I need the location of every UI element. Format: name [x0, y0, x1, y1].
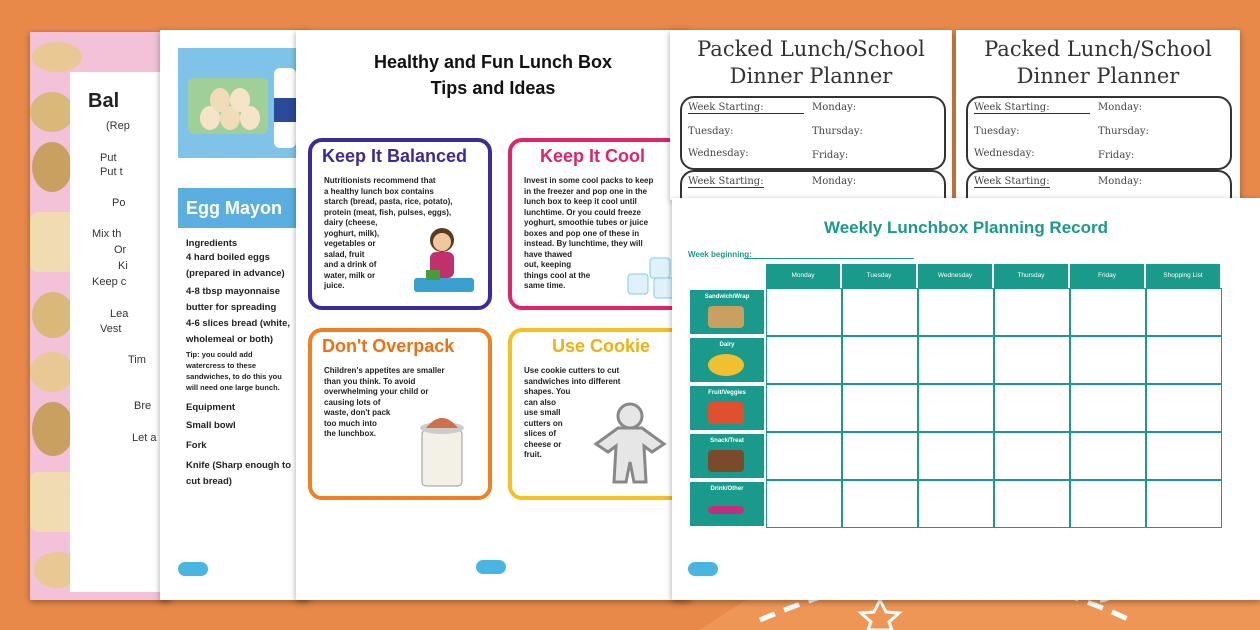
wednesday-field: Wednesday:: [688, 148, 749, 159]
grid-cell[interactable]: [1070, 288, 1146, 336]
grid-cell[interactable]: [1146, 480, 1222, 528]
publisher-logo: [688, 562, 718, 576]
day-header: Wednesday: [918, 264, 992, 288]
grid-cell[interactable]: [842, 480, 918, 528]
grid-cell[interactable]: [918, 432, 994, 480]
planner-sheet-1: [670, 30, 952, 200]
grid-cell[interactable]: [918, 480, 994, 528]
recipe-line: Or: [114, 244, 127, 256]
thursday-field: Thursday:: [1098, 126, 1149, 137]
recipe-line: Po: [112, 197, 126, 209]
row-label-sandwich: Sandwich/Wrap: [690, 290, 764, 334]
grid-cell[interactable]: [994, 336, 1070, 384]
recipe-line: Let a: [132, 432, 157, 444]
monday-field: Monday:: [812, 102, 857, 113]
wednesday-field: Wednesday:: [974, 148, 1035, 159]
week-starting-field: Week Starting:: [688, 176, 764, 187]
recipe-line: Lea: [110, 308, 129, 320]
recipe-line: (Rep: [106, 120, 130, 132]
grid-cell[interactable]: [1070, 432, 1146, 480]
tip-body: Children's appetites are smaller than you think. To avoid overwhelming your child or causing lots of waste, don't pack too much into the lunchbox.: [324, 366, 445, 438]
snack-icon: [708, 450, 744, 472]
equipment-heading: Equipment: [186, 402, 236, 413]
recipe-line: Ki: [118, 260, 128, 272]
ingredient-line: 4 hard boiled eggs: [186, 252, 270, 263]
recipe-line: Put t: [100, 166, 123, 178]
sandwich-icon: [708, 306, 744, 328]
egg-mayo-sheet: [160, 30, 310, 600]
equipment-line: Fork: [186, 440, 207, 451]
grid-cell[interactable]: [842, 288, 918, 336]
tips-sheet: [296, 30, 690, 600]
ingredient-line: 4-6 slices bread (white,: [186, 318, 291, 329]
tip-body: Nutritionists recommend that a healthy lunch box contains starch (bread, pasta, rice, potato), protein (meat, fish, pulses, eggs), dairy (cheese, yoghurt, milk), vegetables or salad, fruit and a drink of water, milk or juice.: [324, 176, 453, 290]
week-beginning-line: [744, 258, 914, 259]
tip-body: Use cookie cutters to cut sandwiches into different shapes. You can also use small cutters on slices of cheese or fruit.: [524, 366, 621, 459]
ingredient-line: butter for spreading: [186, 302, 277, 313]
day-header: Tuesday: [842, 264, 916, 288]
egg-mayo-banner: Egg Mayon: [178, 188, 310, 228]
week-beginning-label: Week beginning:: [688, 250, 752, 259]
grid-cell[interactable]: [994, 480, 1070, 528]
grid-cell[interactable]: [1146, 384, 1222, 432]
tip-card-use-cookie: [508, 328, 690, 500]
tuesday-field: Tuesday:: [974, 126, 1020, 137]
day-header: Shopping List: [1146, 264, 1220, 288]
publisher-logo: [476, 560, 506, 574]
bread-image: [30, 92, 74, 132]
grid-cell[interactable]: [1146, 288, 1222, 336]
tip-line: Tip: you could add: [186, 350, 253, 359]
planner-title: Packed Lunch/School Dinner Planner: [984, 37, 1212, 88]
tip-title: Use Cookie: [552, 336, 651, 356]
ingredient-line: wholemeal or both): [186, 334, 274, 345]
day-header: Thursday: [994, 264, 1068, 288]
egg-box-photo: [178, 48, 298, 158]
grid-cell[interactable]: [994, 384, 1070, 432]
weekly-record-title: Weekly Lunchbox Planning Record: [823, 218, 1108, 237]
weekly-record-sheet: [672, 198, 1260, 600]
tuesday-field: Tuesday:: [688, 126, 734, 137]
tips-title-line1: Healthy and Fun Lunch Box: [373, 52, 612, 72]
tip-card-dont-overpack: [308, 328, 492, 500]
equipment-line: cut bread): [186, 476, 232, 487]
planner-title: Packed Lunch/School Dinner Planner: [697, 37, 925, 88]
equipment-line: Knife (Sharp enough to: [186, 460, 292, 471]
bin-illustration: [412, 406, 472, 490]
recipe-title: Bal: [88, 90, 120, 112]
bread-image: [32, 402, 74, 456]
monday-field: Monday:: [812, 176, 857, 187]
monday-field: Monday:: [1098, 102, 1143, 113]
friday-field: Friday:: [812, 150, 849, 161]
grid-cell[interactable]: [918, 384, 994, 432]
week-starting-field: Week Starting:: [974, 176, 1050, 187]
tip-line: watercress to these: [186, 361, 257, 370]
recipe-line: Keep c: [92, 276, 127, 288]
grid-cell[interactable]: [1146, 336, 1222, 384]
grid-cell[interactable]: [994, 432, 1070, 480]
grid-cell[interactable]: [766, 384, 842, 432]
grid-cell[interactable]: [1070, 480, 1146, 528]
planner-sheet-2: [956, 30, 1240, 200]
grid-cell[interactable]: [918, 288, 994, 336]
week-starting-field: Week Starting:: [974, 102, 1090, 114]
cookie-cutter-illustration: [582, 396, 678, 492]
grid-cell[interactable]: [766, 432, 842, 480]
day-header: Friday: [1070, 264, 1144, 288]
recipe-line: Put: [100, 152, 117, 164]
tip-body: Invest in some cool packs to keep in the freezer and pop one in the lunch box to keep it cool until lunchtime. Or you could freeze yoghurt, smoothie tubes or juice boxes and pop one of these in instead. By lunchtime, they will have thawed out, keeping things cool at the same time.: [524, 176, 654, 290]
tip-title: Keep It Balanced: [322, 146, 468, 166]
bread-image: [30, 352, 74, 392]
equipment-line: Small bowl: [186, 420, 236, 431]
tips-title-line2: Tips and Ideas: [430, 78, 556, 98]
cheese-icon: [708, 354, 744, 376]
tip-line: will need one large bunch.: [186, 383, 280, 392]
ingredient-line: 4-8 tbsp mayonnaise: [186, 286, 280, 297]
grid-cell[interactable]: [842, 432, 918, 480]
tip-title: Don't Overpack: [322, 336, 455, 356]
recipe-line: Vest: [100, 323, 122, 335]
row-label-fruit-veggies: Fruit/Veggies: [690, 386, 764, 430]
recipe-line: Mix th: [92, 228, 122, 240]
row-label-drink: Drink/Other: [690, 482, 764, 526]
recipe-line: Bre: [134, 400, 152, 412]
thursday-field: Thursday:: [812, 126, 863, 137]
grid-cell[interactable]: [842, 384, 918, 432]
girl-eating-illustration: [412, 222, 482, 302]
vegetables-icon: [708, 402, 744, 424]
grid-cell[interactable]: [1070, 384, 1146, 432]
tip-card-keep-balanced: [308, 138, 492, 310]
grid-cell[interactable]: [766, 336, 842, 384]
friday-field: Friday:: [1098, 150, 1135, 161]
recipe-sheet: [30, 32, 170, 600]
grid-cell[interactable]: [918, 336, 994, 384]
grid-cell[interactable]: [766, 480, 842, 528]
tip-title: Keep It Cool: [540, 146, 646, 166]
row-label-dairy: Dairy: [690, 338, 764, 382]
monday-field: Monday:: [1098, 176, 1143, 187]
bread-image: [32, 292, 74, 338]
bread-image: [32, 142, 72, 192]
day-header: Monday: [766, 264, 840, 288]
grid-cell[interactable]: [766, 288, 842, 336]
recipe-line: Tim: [128, 354, 146, 366]
publisher-logo: [178, 562, 208, 576]
bread-image: [32, 42, 82, 72]
ingredients-heading: Ingredients: [186, 238, 238, 249]
ingredient-line: (prepared in advance): [186, 268, 285, 279]
row-label-snack: Snack/Treat: [690, 434, 764, 478]
grid-cell[interactable]: [994, 288, 1070, 336]
drink-icon: [708, 506, 744, 514]
grid-cell[interactable]: [1146, 432, 1222, 480]
grid-cell[interactable]: [1070, 336, 1146, 384]
grid-cell[interactable]: [842, 336, 918, 384]
week-starting-field: Week Starting:: [688, 102, 804, 114]
tip-card-keep-cool: [508, 138, 690, 310]
tip-line: sandwiches, to do this you: [186, 372, 282, 381]
